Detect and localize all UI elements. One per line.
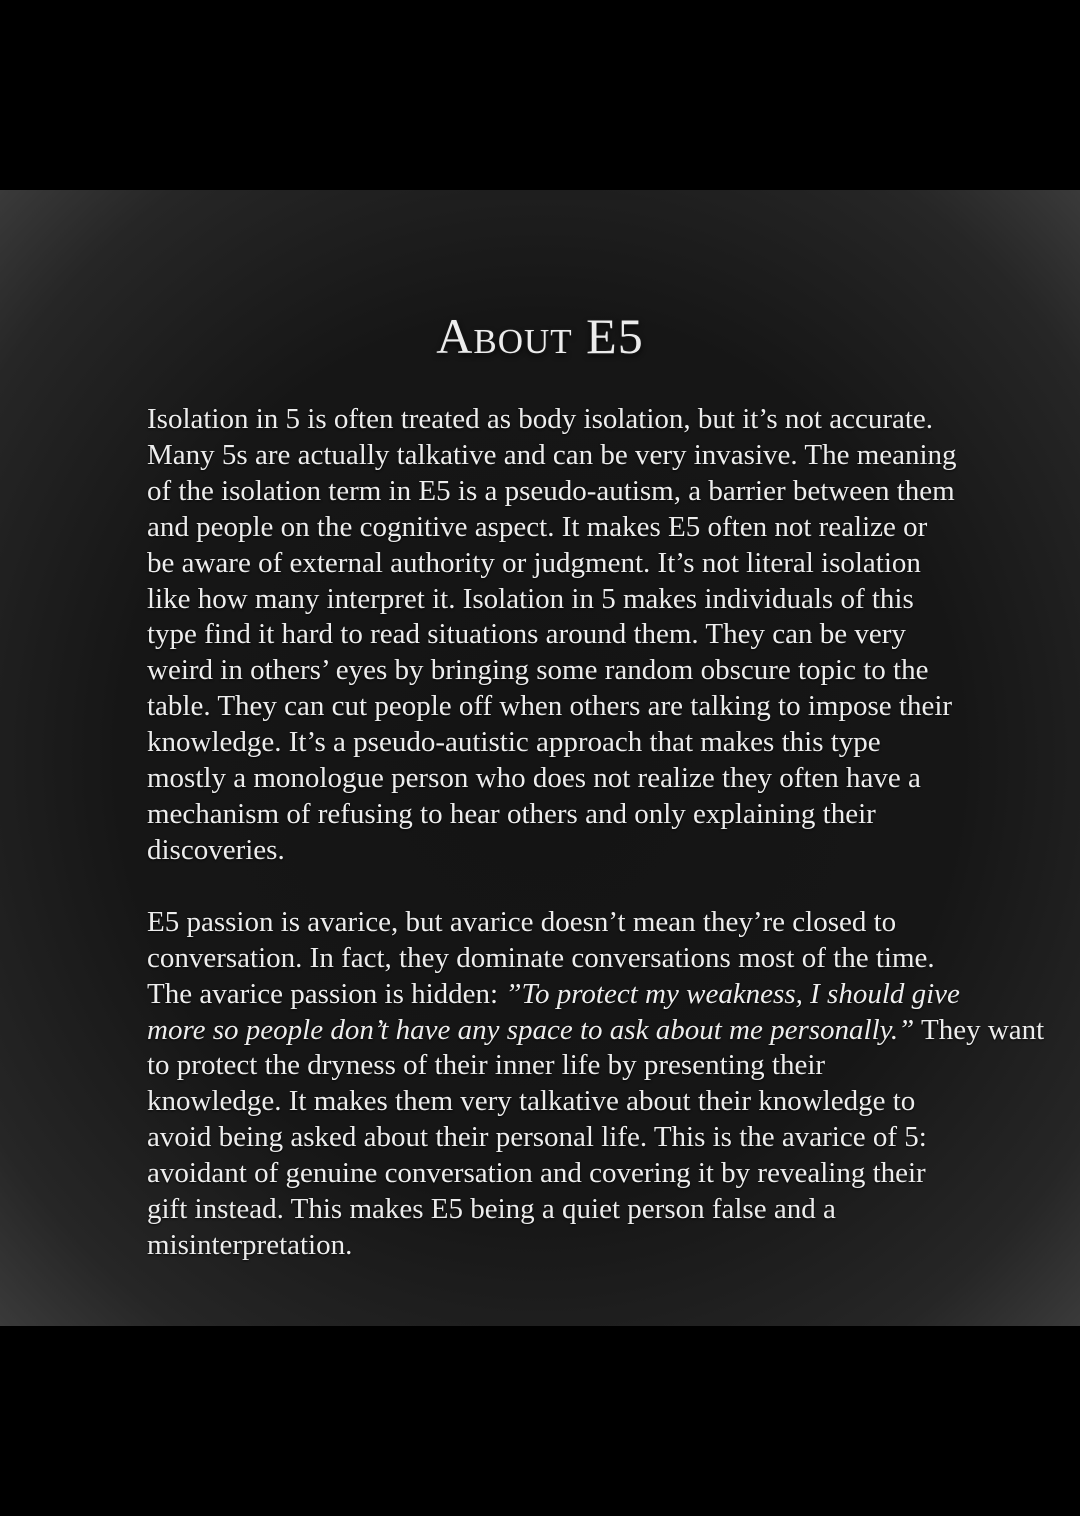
text-line: table. They can cut people off when others are talking to impose their bbox=[147, 690, 953, 723]
article-body bbox=[147, 402, 1045, 1264]
page-title: About E5 bbox=[436, 308, 644, 364]
text-line: avoid being asked about their personal life. This is the avarice of 5: bbox=[147, 1121, 927, 1154]
text-line: conversation. In fact, they dominate conversations most of the time. bbox=[147, 941, 935, 974]
text-line: to protect the dryness of their inner life by presenting their bbox=[147, 1049, 826, 1082]
text-line: and people on the cognitive aspect. It makes E5 often not realize or bbox=[147, 510, 928, 543]
paragraph-isolation bbox=[147, 402, 1007, 869]
content-panel bbox=[0, 190, 1080, 1326]
text-line: knowledge. It makes them very talkative about their knowledge to bbox=[147, 1085, 916, 1118]
text-line: like how many interpret it. Isolation in 5 makes individuals of this bbox=[147, 582, 914, 615]
text-line: be aware of external authority or judgment. It’s not literal isolation bbox=[147, 546, 921, 579]
text-line: E5 passion is avarice, but avarice doesn’t mean they’re closed to bbox=[147, 905, 897, 938]
text-line: Many 5s are actually talkative and can be very invasive. The meaning bbox=[147, 438, 957, 471]
text-line: gift instead. This makes E5 being a quiet person false and a bbox=[147, 1193, 836, 1226]
italic-quote: more so people don’t have any space to ask about me personally.” bbox=[147, 1013, 915, 1046]
italic-quote: ”To protect my weakness, I should give bbox=[505, 977, 960, 1010]
text-segment: They want bbox=[914, 1013, 1045, 1046]
text-line: Isolation in 5 is often treated as body isolation, but it’s not accurate. bbox=[147, 403, 934, 435]
text-line: knowledge. It’s a pseudo-autistic approach that makes this type bbox=[147, 726, 881, 759]
text-line: mechanism of refusing to hear others and only explaining their bbox=[147, 797, 876, 830]
text-line bbox=[147, 977, 1007, 1013]
text-segment: The avarice passion is hidden: bbox=[147, 977, 506, 1010]
text-line: discoveries. bbox=[147, 833, 285, 866]
text-line: of the isolation term in E5 is a pseudo-autism, a barrier between them bbox=[147, 474, 955, 507]
text-line: misinterpretation. bbox=[147, 1228, 353, 1261]
text-line: mostly a monologue person who does not realize they often have a bbox=[147, 762, 921, 795]
text-line: weird in others’ eyes by bringing some random obscure topic to the bbox=[147, 654, 929, 687]
paragraph-avarice bbox=[147, 905, 1045, 1264]
text-line: avoidant of genuine conversation and covering it by revealing their bbox=[147, 1157, 926, 1190]
text-line bbox=[147, 1013, 1045, 1049]
text-line: type find it hard to read situations around them. They can be very bbox=[147, 618, 906, 651]
